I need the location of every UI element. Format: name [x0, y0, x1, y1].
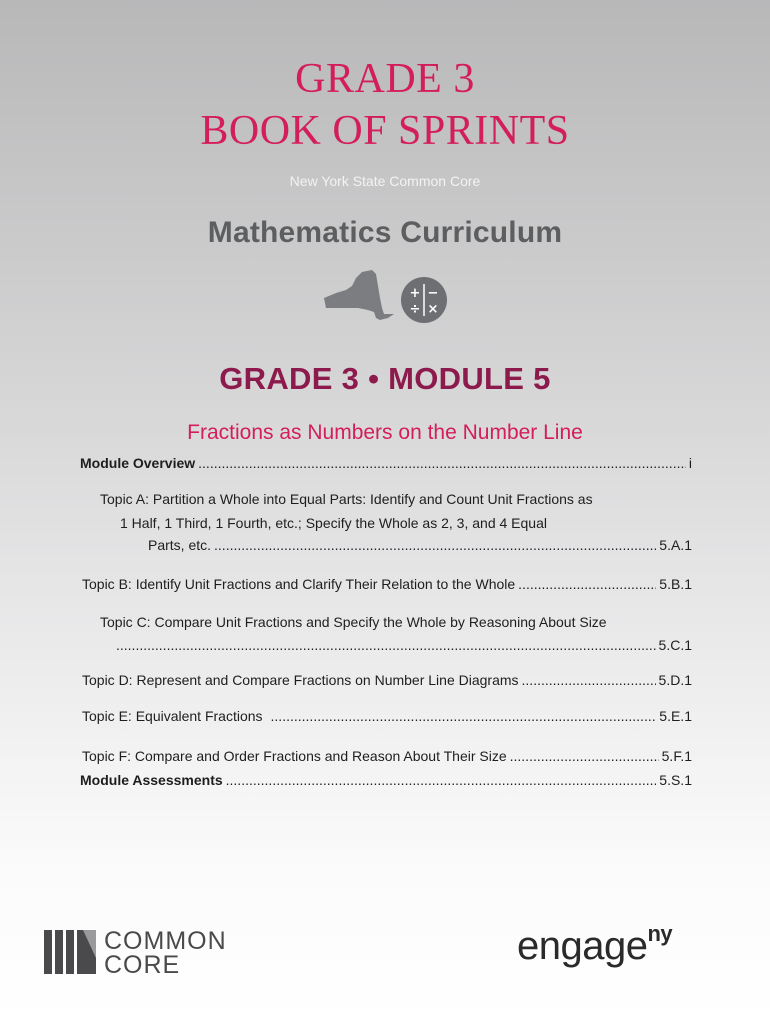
divide-symbol: ÷	[409, 302, 421, 317]
toc-topic-e-label: Topic E: Equivalent Fractions	[82, 708, 263, 724]
toc-topic-a-page: 5.A.1	[659, 537, 692, 553]
toc-topic-f-label: Topic F: Compare and Order Fractions and Reason About Their Size	[82, 748, 507, 764]
title-grade: GRADE 3	[295, 56, 475, 102]
toc-topic-c-line1[interactable]: Topic C: Compare Unit Fractions and Specify the Whole by Reasoning About Size	[100, 614, 607, 630]
common-core-logo-icon	[44, 928, 98, 974]
toc-leader-dots	[214, 536, 656, 554]
engageny-main-text: engage	[517, 924, 648, 968]
toc-topic-c-page: 5.C.1	[658, 637, 692, 653]
toc-topic-e-page: 5.E.1	[659, 708, 692, 724]
toc-leader-dots	[198, 454, 686, 472]
toc-topic-b-label: Topic B: Identify Unit Fractions and Clarify Their Relation to the Whole	[82, 576, 516, 592]
toc-assessments-label: Module Assessments	[80, 772, 223, 788]
curriculum-title: Mathematics Curriculum	[207, 216, 563, 249]
plus-symbol: +	[409, 286, 421, 301]
math-operations-icon	[400, 276, 448, 324]
module-subtitle: Fractions as Numbers on the Number Line	[187, 421, 583, 444]
toc-topic-a-line3: Parts, etc.	[148, 537, 212, 553]
common-core-line1: COMMON	[104, 927, 227, 955]
toc-row-overview[interactable]	[80, 454, 692, 472]
toc-overview-page: i	[688, 455, 692, 471]
engageny-sup-text: ny	[647, 920, 673, 946]
module-heading: GRADE 3 • MODULE 5	[219, 361, 551, 396]
toc-leader-dots	[226, 771, 657, 789]
common-core-line2: CORE	[104, 951, 181, 979]
toc-leader-dots	[271, 707, 657, 725]
times-symbol: ×	[427, 302, 439, 317]
title-book-of-sprints: BOOK OF SPRINTS	[200, 108, 570, 154]
toc-topic-a-line2[interactable]: 1 Half, 1 Third, 1 Fourth, etc.; Specify the Whole as 2, 3, and 4 Equal	[120, 515, 547, 531]
toc-topic-d-page: 5.D.1	[658, 672, 692, 688]
toc-topic-b-page: 5.B.1	[659, 576, 692, 592]
minus-symbol: −	[427, 286, 439, 301]
toc-row-topic-d[interactable]	[82, 671, 692, 689]
toc-row-assessments[interactable]	[80, 771, 692, 789]
toc-leader-dots	[510, 747, 659, 765]
toc-leader-dots	[116, 636, 656, 654]
toc-row-topic-b[interactable]	[82, 575, 692, 593]
toc-assessments-page: 5.S.1	[659, 772, 692, 788]
toc-leader-dots	[518, 575, 656, 593]
toc-row-topic-f[interactable]	[82, 747, 692, 765]
toc-overview-label: Module Overview	[80, 455, 196, 471]
state-line: New York State Common Core	[289, 173, 481, 189]
toc-row-topic-c[interactable]	[116, 636, 692, 654]
toc-leader-dots	[522, 671, 656, 689]
toc-topic-f-page: 5.F.1	[661, 748, 692, 764]
toc-topic-d-label: Topic D: Represent and Compare Fractions on Number Line Diagrams	[82, 672, 519, 688]
new-york-state-map-icon	[322, 268, 398, 324]
engageny-logo	[517, 920, 673, 969]
toc-row-topic-e[interactable]	[82, 707, 692, 725]
toc-topic-a-line1[interactable]: Topic A: Partition a Whole into Equal Parts: Identify and Count Unit Fractions as	[100, 491, 593, 507]
toc-row-topic-a[interactable]	[148, 536, 692, 554]
